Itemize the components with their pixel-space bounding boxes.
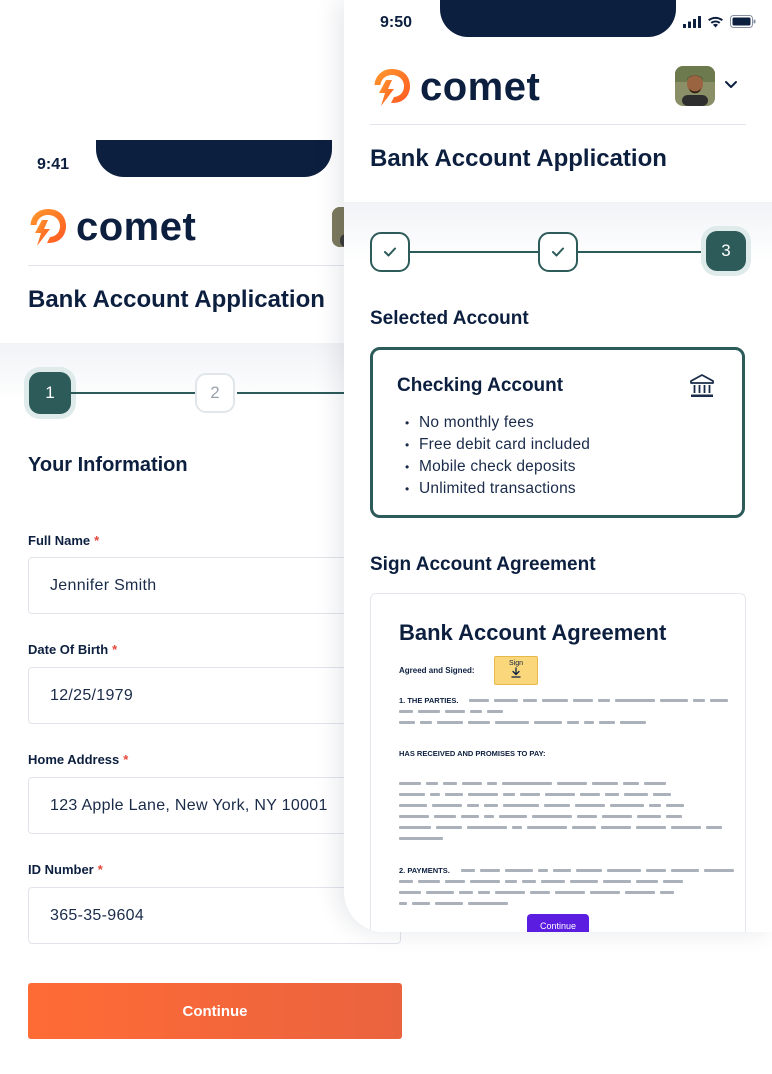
status-icons (683, 15, 756, 28)
chevron-down-icon[interactable] (724, 80, 738, 90)
status-time: 9:41 (37, 156, 70, 173)
date-of-birth-field[interactable]: 12/25/1979 (28, 667, 401, 724)
text-placeholder-line (399, 804, 684, 807)
feature-item: • Unlimited transactions (405, 478, 590, 500)
step-2[interactable]: 2 (195, 373, 235, 413)
comet-logo[interactable] (372, 66, 540, 108)
id-number-field[interactable]: 365-35-9604 (28, 887, 401, 944)
required-marker: * (97, 862, 103, 877)
progress-stepper (370, 232, 750, 276)
date-of-birth-label: Date Of Birth * (28, 642, 118, 657)
brand-name: comet (76, 205, 197, 249)
continue-button[interactable]: Continue (28, 983, 402, 1039)
page-title: Bank Account Application (370, 145, 667, 172)
home-address-label: Home Address * (28, 752, 129, 767)
agreed-signed-label: Agreed and Signed: (399, 666, 475, 675)
step-3[interactable]: 3 (706, 231, 746, 271)
phone-notch (96, 140, 332, 177)
brand-name: comet (420, 65, 541, 109)
sign-button[interactable] (494, 656, 538, 685)
text-placeholder-line (461, 869, 734, 872)
required-marker: * (112, 642, 118, 657)
selected-account-heading: Selected Account (370, 308, 529, 329)
selected-account-card[interactable] (370, 347, 745, 518)
phone-step-3 (344, 0, 772, 932)
section-title: Your Information (28, 454, 188, 476)
text-placeholder-line (399, 782, 666, 785)
agreement-continue-button[interactable]: Continue (527, 914, 589, 932)
comet-logo-icon (372, 66, 412, 108)
status-time: 9:50 (380, 14, 413, 31)
account-name: Checking Account (397, 375, 564, 396)
full-name-field[interactable]: Jennifer Smith (28, 557, 401, 614)
wifi-icon (707, 16, 724, 28)
text-placeholder-line (469, 699, 728, 702)
check-icon (551, 246, 565, 258)
section-payments: 2. PAYMENTS. (399, 866, 450, 875)
text-placeholder-line (399, 826, 722, 829)
page-title: Bank Account Application (28, 286, 325, 313)
text-placeholder-line (399, 721, 646, 724)
text-placeholder-line (399, 815, 682, 818)
step-1[interactable]: 1 (29, 372, 71, 414)
battery-icon (730, 15, 756, 28)
text-placeholder-line (399, 880, 683, 883)
agreement-title: Bank Account Agreement (399, 620, 667, 645)
home-address-field[interactable]: 123 Apple Lane, New York, NY 10001 (28, 777, 401, 834)
text-placeholder-line (399, 793, 671, 796)
text-placeholder-line (399, 837, 443, 840)
comet-logo[interactable] (28, 206, 196, 248)
download-arrow-icon (511, 667, 521, 678)
section-received: HAS RECEIVED AND PROMISES TO PAY: (399, 749, 546, 758)
required-marker: * (123, 752, 129, 767)
sign-agreement-heading: Sign Account Agreement (370, 554, 596, 575)
feature-item: • No monthly fees (405, 412, 590, 434)
bank-icon (688, 372, 716, 400)
comet-logo-icon (28, 206, 68, 248)
avatar[interactable] (675, 66, 715, 106)
phone-notch (440, 0, 676, 37)
header-divider (370, 124, 746, 125)
check-icon (383, 246, 397, 258)
full-name-label: Full Name * (28, 533, 100, 548)
required-marker: * (94, 533, 100, 548)
section-parties: 1. THE PARTIES. (399, 696, 459, 705)
text-placeholder-line (399, 710, 503, 713)
id-number-label: ID Number * (28, 862, 103, 877)
feature-item: • Free debit card included (405, 434, 590, 456)
step-connector (410, 251, 538, 253)
text-placeholder-line (399, 902, 508, 905)
signal-icon (683, 16, 701, 28)
step-1-complete[interactable] (370, 232, 410, 272)
agreement-document[interactable] (370, 593, 746, 932)
feature-item: • Mobile check deposits (405, 456, 590, 478)
step-connector (71, 392, 195, 394)
step-2-complete[interactable] (538, 232, 578, 272)
sign-button-label: Sign (508, 660, 523, 667)
avatar-image (675, 66, 715, 106)
account-features (405, 412, 590, 500)
text-placeholder-line (399, 891, 674, 894)
step-connector (578, 251, 706, 253)
